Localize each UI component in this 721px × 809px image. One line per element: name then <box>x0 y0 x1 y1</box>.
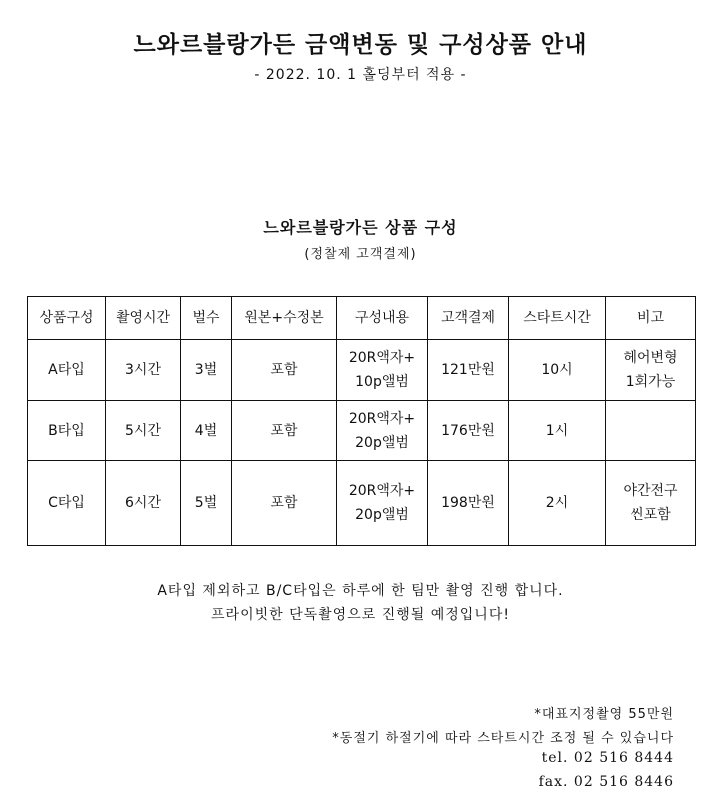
price-cell: 121만원 <box>428 340 509 401</box>
header-cell: 고객결제 <box>428 297 509 340</box>
outfits-cell: 3벌 <box>181 340 232 401</box>
tel-number: tel. 02 516 8444 <box>541 750 674 766</box>
note-cell <box>606 401 696 461</box>
note-line: 1회가능 <box>625 374 676 390</box>
note-cell <box>606 461 696 546</box>
representative-note: *대표지정촬영 55만원 <box>534 707 674 722</box>
fax-number: fax. 02 516 8446 <box>538 774 674 790</box>
page-subtitle: - 2022. 10. 1 홀딩부터 적용 - <box>254 67 467 83</box>
table-row <box>28 461 696 546</box>
note-line: 헤어변형 <box>623 350 678 366</box>
note-line: 씬포함 <box>630 507 671 523</box>
type-cell: B타입 <box>28 401 106 461</box>
contents-line: 20p앨범 <box>355 434 409 451</box>
note-line: 야간전구 <box>623 483 678 499</box>
contents-cell <box>337 401 428 461</box>
contents-cell <box>337 461 428 546</box>
contents-line: 20R액자+ <box>348 410 416 427</box>
duration-cell: 6시간 <box>106 461 181 546</box>
contents-line: 10p앨범 <box>355 374 409 390</box>
header-cell: 스타트시간 <box>509 297 606 340</box>
season-note: *동절기 하절기에 따라 스타트시간 조정 될 수 있습니다 <box>332 731 674 746</box>
notice-line: A타입 제외하고 B/C타입은 하루에 한 팀만 촬영 진행 합니다. <box>157 583 564 599</box>
price-cell: 176만원 <box>428 401 509 461</box>
type-cell: A타입 <box>28 340 106 401</box>
start-cell: 10시 <box>509 340 606 401</box>
files-cell: 포함 <box>232 461 337 546</box>
files-cell: 포함 <box>232 340 337 401</box>
contents-cell <box>337 340 428 401</box>
table-row <box>28 401 696 461</box>
contents-line: 20R액자+ <box>348 483 416 499</box>
start-cell: 1시 <box>509 401 606 461</box>
header-cell: 원본+수정본 <box>232 297 337 340</box>
product-table <box>27 296 696 546</box>
table-header-row <box>28 297 696 340</box>
header-cell: 벌수 <box>181 297 232 340</box>
duration-cell: 5시간 <box>106 401 181 461</box>
section-subtitle: (정찰제 고객결제) <box>304 247 417 262</box>
section-title: 느와르블랑가든 상품 구성 <box>263 218 458 237</box>
price-cell: 198만원 <box>428 461 509 546</box>
files-cell: 포함 <box>232 401 337 461</box>
header-cell: 촬영시간 <box>106 297 181 340</box>
header-cell: 비고 <box>606 297 696 340</box>
contents-line: 20R액자+ <box>348 350 416 366</box>
header-cell: 구성내용 <box>337 297 428 340</box>
header-cell: 상품구성 <box>28 297 106 340</box>
outfits-cell: 5벌 <box>181 461 232 546</box>
contents-line: 20p앨범 <box>355 507 409 523</box>
type-cell: C타입 <box>28 461 106 546</box>
table-row <box>28 340 696 401</box>
page-title: 느와르블랑가든 금액변동 및 구성상품 안내 <box>133 32 588 58</box>
start-cell: 2시 <box>509 461 606 546</box>
notice-line: 프라이빗한 단독촬영으로 진행될 예정입니다! <box>211 607 510 623</box>
duration-cell: 3시간 <box>106 340 181 401</box>
outfits-cell: 4벌 <box>181 401 232 461</box>
note-cell <box>606 340 696 401</box>
